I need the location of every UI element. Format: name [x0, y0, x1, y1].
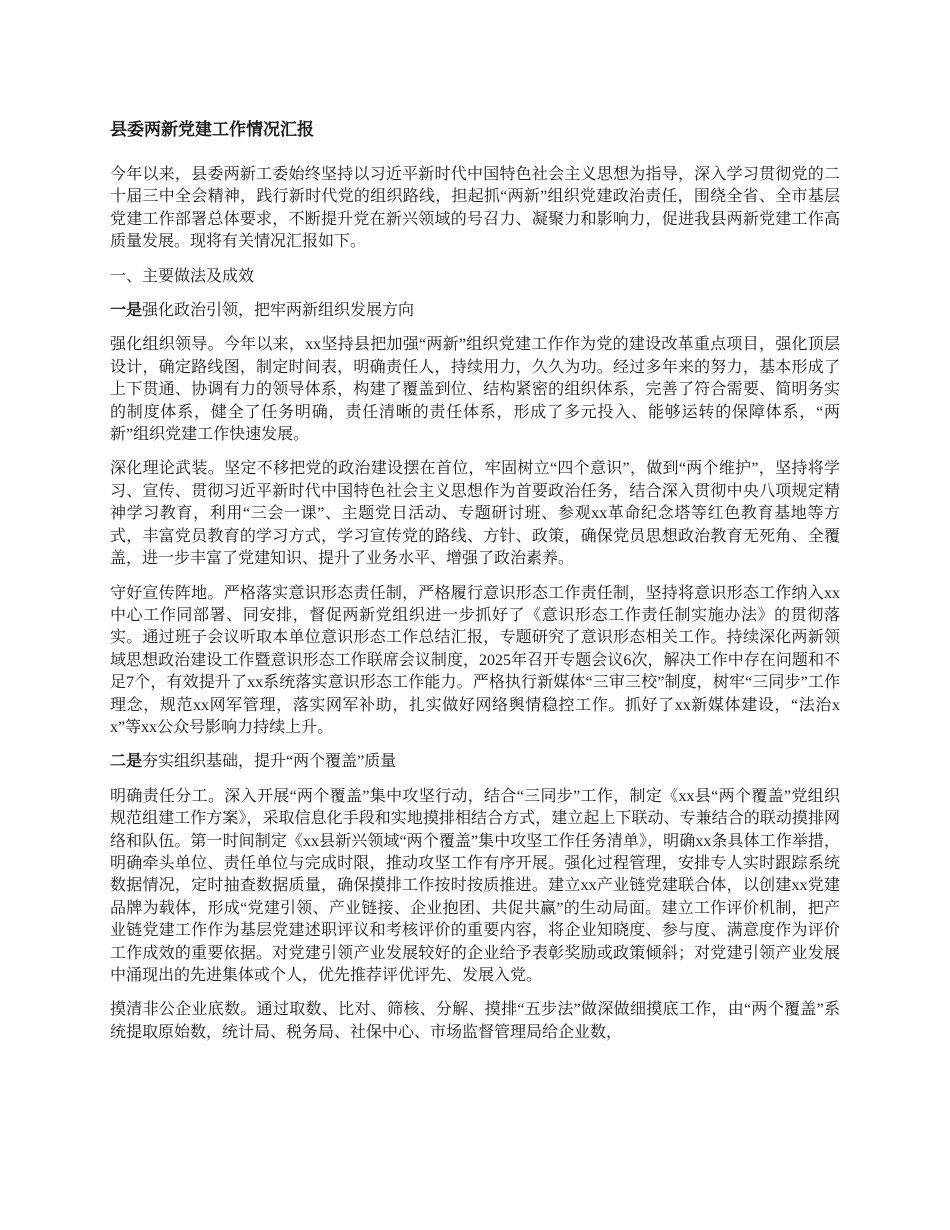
subheading-2-text: 夯实组织基础，提升“两个覆盖”质量 [142, 753, 397, 771]
subheading-1-text: 强化政治引领，把牢两新组织发展方向 [142, 302, 415, 320]
section-heading-1: 一、主要做法及成效 [110, 267, 255, 285]
subheading-1-lead: 一是 [110, 302, 143, 320]
paragraph-responsibility-division: 明确责任分工。深入开展“两个覆盖”集中攻坚行动，结合“三同步”工作，制定《xx县“两个覆盖”党组织规范组建工作方案》，采取信息化手段和实地摸排相结合方式，建立起上下联动、专兼结合的联动摸排网络和队伍。第一时间制定《xx县新兴领域“两个覆盖”集中攻坚工作任务清单》，明确xx条具体工作举措，明确牵头单位、责任单位与完成时限，推动攻坚工作有序开展。强化过程管理，安排专人实时跟踪系统数据情况，定时抽查数据质量，确保摸排工作按时按质推进。建立xx产业链党建联合体，以创建xx党建品牌为载体，形成“党建引领、产业链接、企业抱团、共促共赢”的生动局面。建立工作评价机制，把产业链党建工作作为基层党建述职评议和考核评价的重要内容，将企业知晓度、参与度、满意度作为评价工作成效的重要依据。对党建引领产业发展较好的企业给予表彰奖励或政策倾斜；对党建引领产业发展中涌现出的先进集体或个人，优先推荐评优评先、发展入党。 [110, 787, 840, 984]
paragraph-org-leadership: 强化组织领导。今年以来，xx坚持县把加强“两新”组织党建工作作为党的建设改革重点项目，强化顶层设计，确定路线图，制定时间表，明确责任人，持续用力，久久为功。经过多年来的努力，基本形成了上下贯通、协调有力的领导体系，构建了覆盖到位、结构紧密的组织体系，完善了符合需要、简明务实的制度体系，健全了任务明确，责任清晰的责任体系，形成了多元投入、能够运转的保障体系，“两新”组织党建工作快速发展。 [110, 336, 840, 444]
paragraph-propaganda-front: 守好宣传阵地。严格落实意识形态责任制，严格履行意识形态工作责任制，坚持将意识形态工作纳入xx中心工作同部署、同安排，督促两新党组织进一步抓好了《意识形态工作责任制实施办法》的贯彻落实。通过班子会议听取本单位意识形态工作总结汇报，专题研究了意识形态相关工作。持续深化两新领域思想政治建设工作暨意识形态工作联席会议制度，2025年召开专题会议6次，解决工作中存在问题和不足7个，有效提升了xx系统落实意识形态工作能力。严格执行新媒体“三审三校”制度，树牢“三同步”工作理念，规范xx网军管理，落实网军补助，扎实做好网络舆情稳控工作。抓好了xx新媒体建设，“法治xx”等xx公众号影响力持续上升。 [110, 584, 840, 736]
document-page [110, 118, 840, 1056]
paragraph-enterprise-survey: 摸清非公企业底数。通过取数、比对、筛核、分解、摸排“五步法”做深做细摸底工作，由“两个覆盖”系统提取原始数，统计局、税务局、社保中心、市场监督管理局给企业数， [110, 1001, 840, 1041]
subheading-1 [110, 300, 840, 322]
document-title: 县委两新党建工作情况汇报 [110, 120, 314, 139]
paragraph-theory-armament: 深化理论武装。坚定不移把党的政治建设摆在首位，牢固树立“四个意识”，做到“两个维护”，坚持将学习、宣传、贯彻习近平新时代中国特色社会主义思想作为首要政治任务，结合深入贯彻中央八项规定精神学习教育，利用“三会一课”、主题党日活动、专题研讨班、参观xx革命纪念塔等红色教育基地等方式，丰富党员教育的学习方式，学习宣传党的路线、方针、政策，确保党员思想政治教育无死角、全覆盖，进一步丰富了党建知识、提升了业务水平、增强了政治素养。 [110, 460, 840, 568]
subheading-2-lead: 二是 [110, 753, 143, 771]
intro-paragraph: 今年以来，县委两新工委始终坚持以习近平新时代中国特色社会主义思想为指导，深入学习贯彻党的二十届三中全会精神，践行新时代党的组织路线，担起抓“两新”组织党建政治责任，围绕全省、全市基层党建工作部署总体要求，不断提升党在新兴领域的号召力、凝聚力和影响力，促进我县两新党建工作高质量发展。现将有关情况汇报如下。 [110, 166, 840, 251]
subheading-2 [110, 751, 840, 773]
